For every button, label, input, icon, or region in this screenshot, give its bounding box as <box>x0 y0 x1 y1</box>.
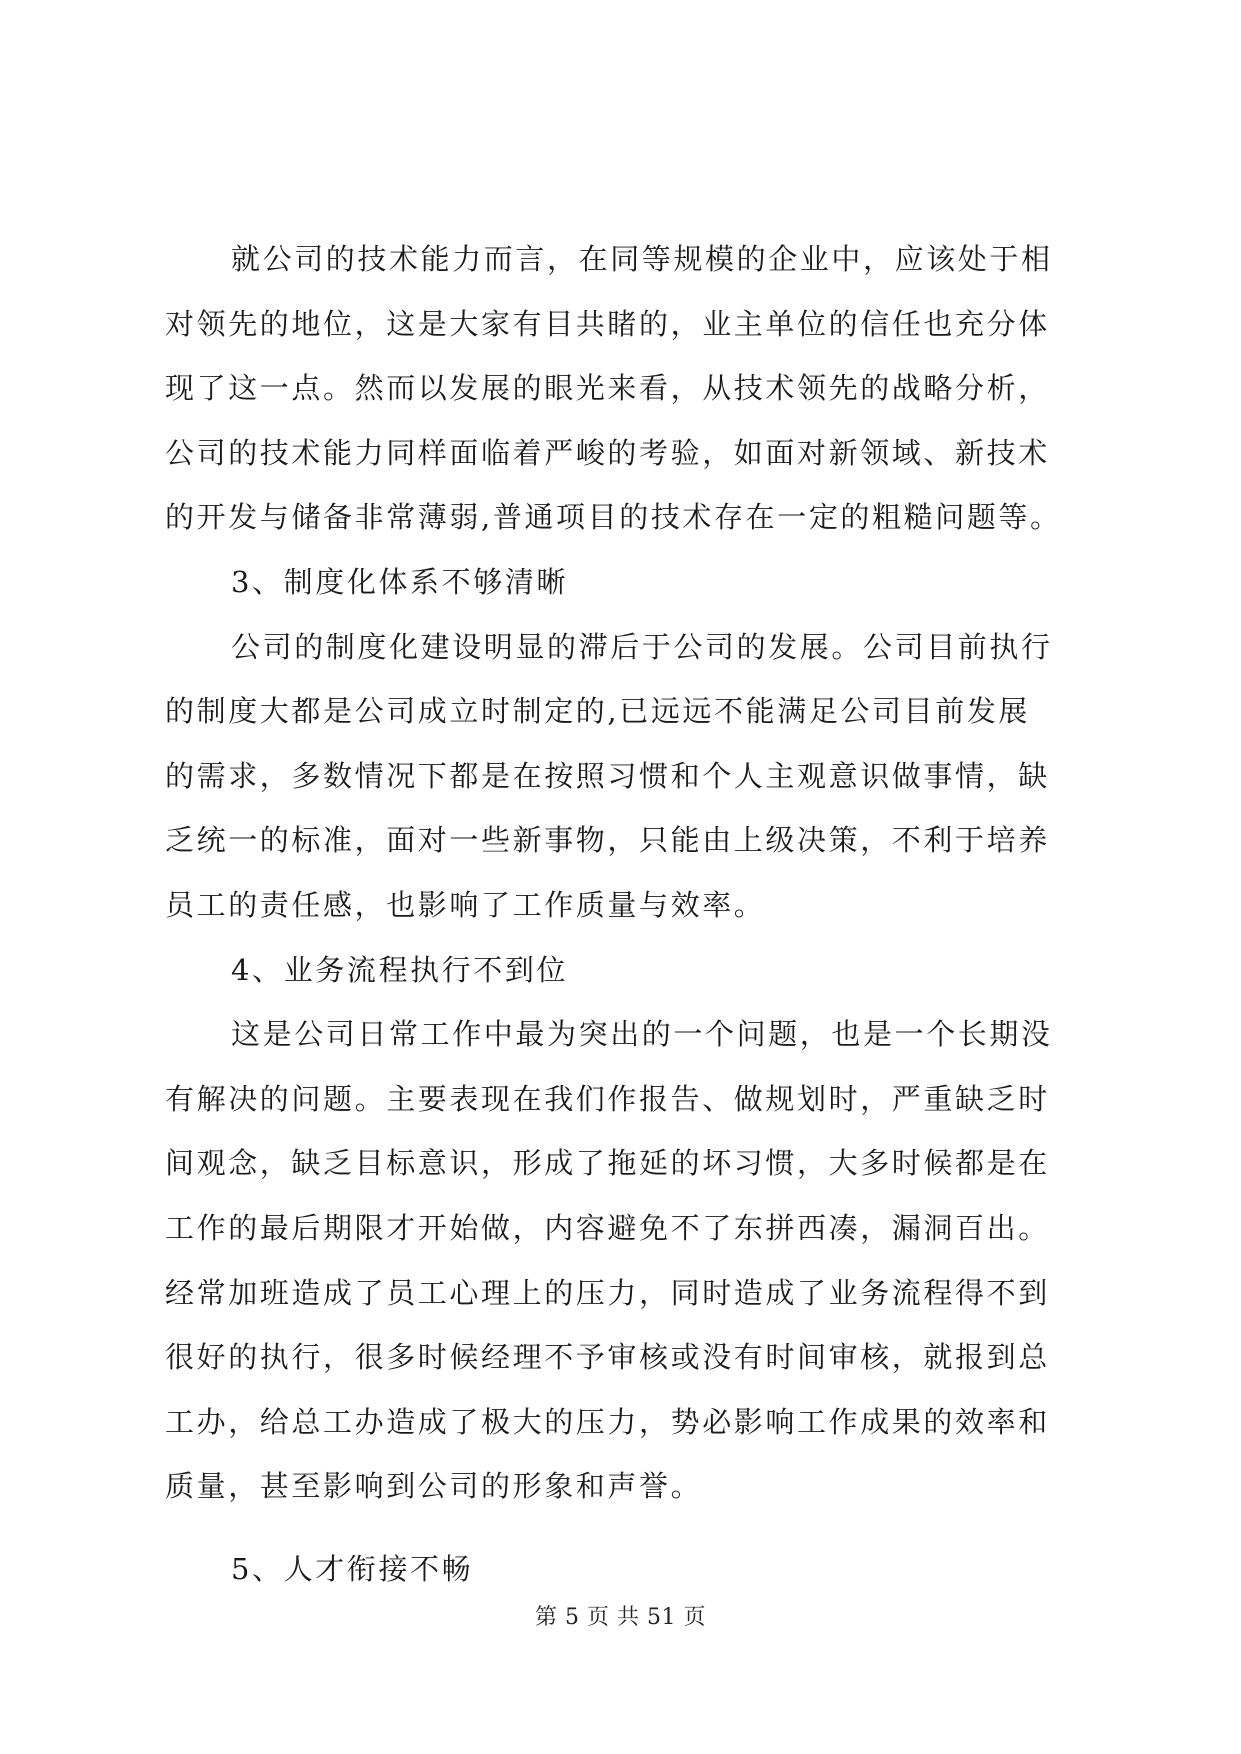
paragraph-line: 员工的责任感，也影响了工作质量与效率。 <box>165 887 766 922</box>
paragraph-line: 公司的技术能力同样面临着严峻的考验，如面对新领域、新技术 <box>165 435 1050 470</box>
paragraph-line: 工办，给总工办造成了极大的压力，势必影响工作成果的效率和 <box>165 1404 1050 1439</box>
paragraph-line: 质量，甚至影响到公司的形象和声誉。 <box>165 1469 703 1504</box>
paragraph-line: 就公司的技术能力而言，在同等规模的企业中，应该处于相 <box>231 242 1053 276</box>
paragraph-line: 有解决的问题。主要表现在我们作报告、做规划时，严重缺乏时 <box>165 1081 1050 1116</box>
section-spacer <box>165 1519 1090 1537</box>
page-number-footer: 第 5 页 共 51 页 <box>535 1605 706 1630</box>
section-heading: 5、人才衔接不畅 <box>231 1551 474 1586</box>
paragraph-line: 公司的制度化建设明显的滞后于公司的发展。公司目前执行 <box>231 629 1053 664</box>
document-body <box>165 227 1090 1601</box>
section-heading: 4、业务流程执行不到位 <box>231 952 569 987</box>
paragraph-line: 对领先的地位，这是大家有目共睹的，业主单位的信任也充分体 <box>165 306 1050 341</box>
paragraph-line: 间观念，缺乏目标意识，形成了拖延的坏习惯，大多时候都是在 <box>165 1146 1050 1181</box>
paragraph-line: 工作的最后期限才开始做，内容避免不了东拼西凑，漏洞百出。 <box>165 1210 1050 1245</box>
paragraph-line: 现了这一点。然而以发展的眼光来看，从技术领先的战略分析， <box>165 371 1050 406</box>
paragraph-line: 的制度大都是公司成立时制定的,已远远不能满足公司目前发展 <box>165 694 1031 729</box>
paragraph-line: 的开发与储备非常薄弱,普通项目的技术存在一定的粗糙问题等。 <box>165 500 1062 535</box>
paragraph-line: 经常加班造成了员工心理上的压力，同时造成了业务流程得不到 <box>165 1275 1050 1310</box>
section-heading: 3、制度化体系不够清晰 <box>231 564 569 599</box>
paragraph-line: 乏统一的标准，面对一些新事物，只能由上级决策，不利于培养 <box>165 823 1050 858</box>
paragraph-line: 的需求，多数情况下都是在按照习惯和个人主观意识做事情，缺 <box>165 758 1050 793</box>
paragraph-line: 很好的执行，很多时候经理不予审核或没有时间审核，就报到总 <box>165 1340 1050 1375</box>
paragraph-line: 这是公司日常工作中最为突出的一个问题，也是一个长期没 <box>231 1017 1053 1052</box>
